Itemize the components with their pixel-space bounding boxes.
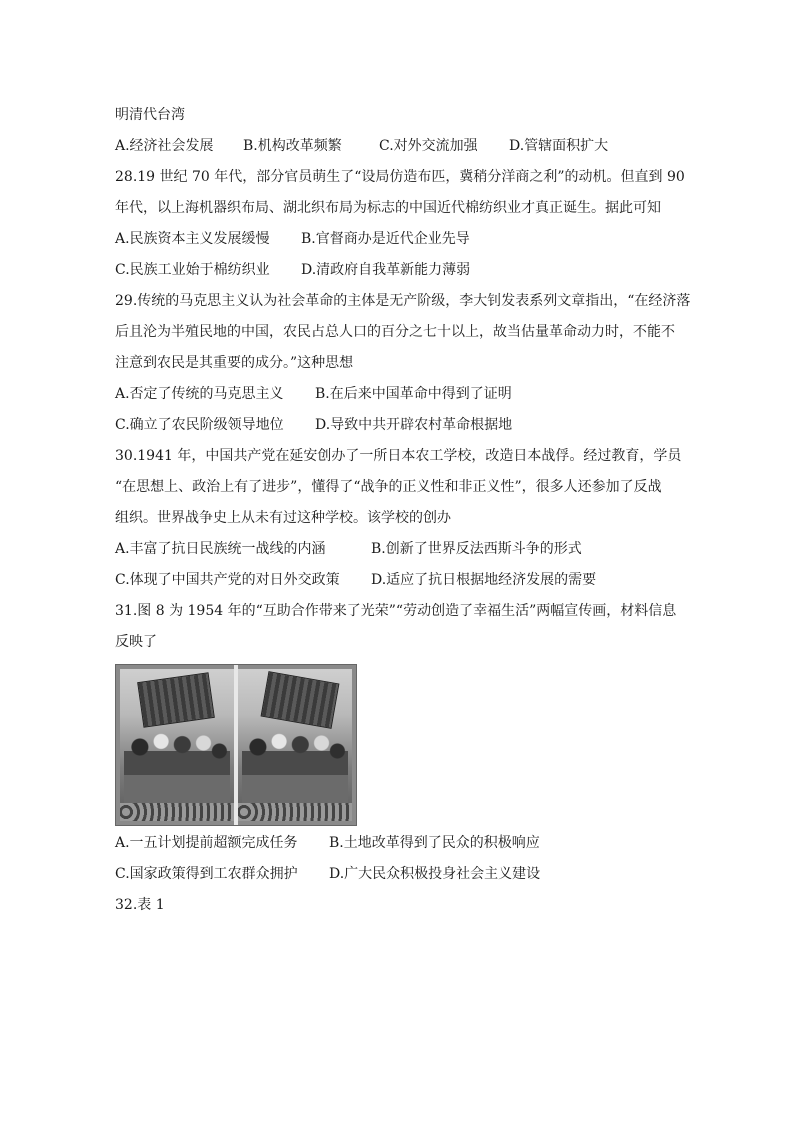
poster-right-banner <box>261 671 340 729</box>
q29-options-row-1 <box>115 379 695 410</box>
q31-stem-line-1: 31.图 8 为 1954 年的“互助合作带来了光荣”“劳动创造了幸福生活”两幅宣传画，材料信息 <box>115 603 677 619</box>
q29-stem-line-3: 注意到农民是其重要的成分。”这种思想 <box>115 355 354 371</box>
q27-stem-tail: 明清代台湾 <box>115 107 185 123</box>
q28-stem-line-1: 28.19 世纪 70 年代，部分官员萌生了“设局仿造布匹，冀稍分洋商之利”的动机。但直到 90 <box>115 169 685 185</box>
q30-option-b: B.创新了世界反法西斯斗争的形式 <box>371 541 582 557</box>
q31-options-row-2 <box>115 859 695 890</box>
poster-right-produce <box>238 803 352 821</box>
q27-option-b: B.机构改革频繁 <box>243 138 342 154</box>
q27-option-d: D.管辖面积扩大 <box>509 138 609 154</box>
poster-right <box>238 669 352 821</box>
q29-options-row-2 <box>115 410 695 441</box>
q27-option-c: C.对外交流加强 <box>379 138 478 154</box>
q29-option-b: B.在后来中国革命中得到了证明 <box>315 386 512 402</box>
q31-option-b: B.土地改革得到了民众的积极响应 <box>329 835 540 851</box>
q30-options-row-2 <box>115 565 695 596</box>
q30-option-c: C.体现了中国共产党的对日外交政策 <box>115 572 340 588</box>
poster-left-produce <box>120 803 234 821</box>
q31-option-a: A.一五计划提前超额完成任务 <box>115 835 298 851</box>
q30-option-a: A.丰富了抗日民族统一战线的内涵 <box>115 541 326 557</box>
q28-option-a: A.民族资本主义发展缓慢 <box>115 231 270 247</box>
poster-left <box>120 669 234 821</box>
q28-stem-line-2: 年代，以上海机器织布局、湖北织布局为标志的中国近代棉纺织业才真正诞生。据此可知 <box>115 200 661 216</box>
q28-options-row-2 <box>115 255 695 286</box>
q31-option-c: C.国家政策得到工农群众拥护 <box>115 866 298 882</box>
q27-option-a: A.经济社会发展 <box>115 138 214 154</box>
q28-option-b: B.官督商办是近代企业先导 <box>301 231 470 247</box>
q31-options-row-1 <box>115 828 695 859</box>
q28-options-row-1 <box>115 224 695 255</box>
q30-option-d: D.适应了抗日根据地经济发展的需要 <box>371 572 597 588</box>
q32-stem: 32.表 1 <box>115 897 165 913</box>
poster-left-banner <box>137 672 215 728</box>
q27-options <box>115 131 695 162</box>
q31-stem-line-2: 反映了 <box>115 634 157 650</box>
q30-stem-line-1: 30.1941 年，中国共产党在延安创办了一所日本农工学校，改造日本战俘。经过教育，学员 <box>115 448 682 464</box>
q31-option-d: D.广大民众积极投身社会主义建设 <box>329 866 541 882</box>
q29-option-c: C.确立了农民阶级领导地位 <box>115 417 284 433</box>
q30-options-row-1 <box>115 534 695 565</box>
q29-option-a: A.否定了传统的马克思主义 <box>115 386 284 402</box>
q29-option-d: D.导致中共开辟农村革命根据地 <box>315 417 513 433</box>
q29-stem-line-2: 后且沦为半殖民地的中国，农民占总人口的百分之七十以上，故当估量革命动力时，不能不 <box>115 324 675 340</box>
q30-stem-line-2: “在思想上、政治上有了进步”，懂得了“战争的正义性和非正义性”，很多人还参加了反战 <box>115 479 662 495</box>
exam-page <box>115 100 695 921</box>
q29-stem-line-1: 29.传统的马克思主义认为社会革命的主体是无产阶级，李大钊发表系列文章指出，“在经济落 <box>115 293 691 309</box>
q28-option-d: D.清政府自我革新能力薄弱 <box>301 262 471 278</box>
poster-left-crowd <box>124 727 230 807</box>
q28-option-c: C.民族工业始于棉纺织业 <box>115 262 270 278</box>
q30-stem-line-3: 组织。世界战争史上从未有过这种学校。该学校的创办 <box>115 510 451 526</box>
poster-right-crowd <box>242 727 348 807</box>
propaganda-posters-image <box>115 664 357 826</box>
